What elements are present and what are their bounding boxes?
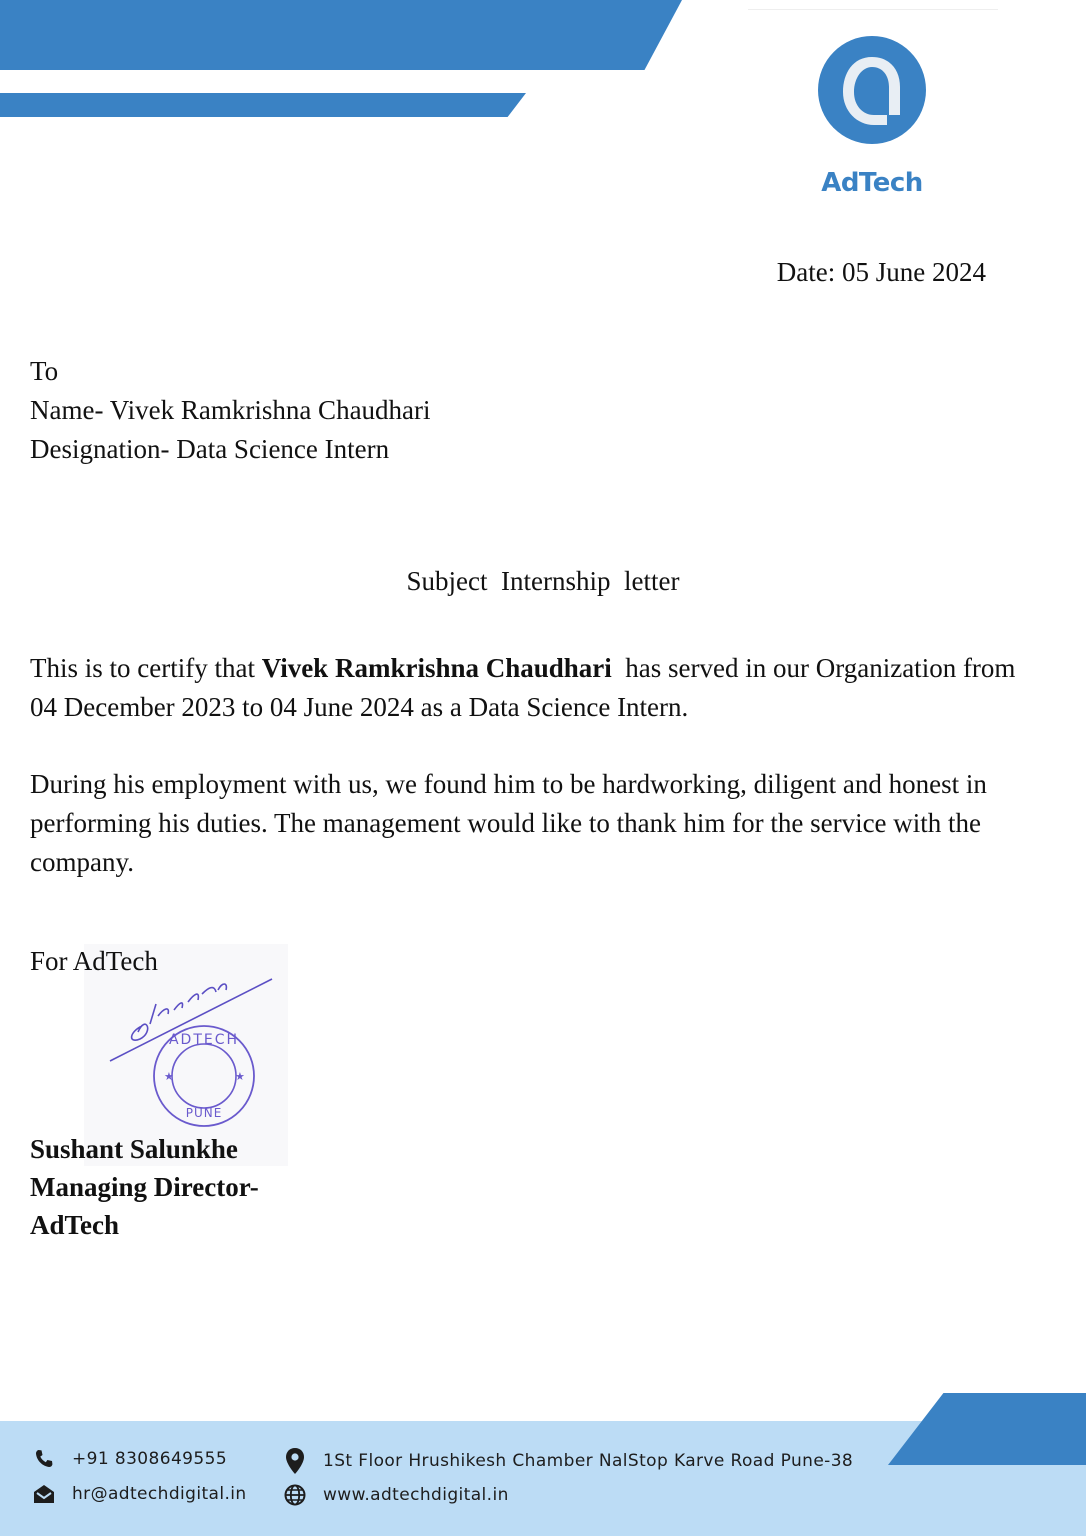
stamp-top-text: ADTECH — [168, 1032, 240, 1048]
recipient-designation: Designation- Data Science Intern — [30, 434, 390, 464]
letter-subject — [0, 566, 1086, 597]
recipient-name: Name- Vivek Ramkrishna Chaudhari — [30, 395, 431, 425]
closing-line: For AdTech — [30, 946, 158, 976]
mail-icon — [32, 1483, 56, 1505]
recipient-block — [30, 352, 431, 469]
subject-text: Subject Internship letter — [406, 566, 680, 596]
stamp-bottom-text: PUNE — [185, 1106, 223, 1120]
svg-text:★: ★ — [164, 1070, 174, 1083]
signatory-block — [30, 1130, 259, 1244]
letter-body — [30, 649, 1040, 920]
intern-name: Vivek Ramkrishna Chaudhari — [261, 653, 612, 683]
svg-text:★: ★ — [235, 1070, 245, 1083]
header-hairline — [748, 9, 998, 10]
recipient-to: To — [30, 356, 59, 386]
certification-tail: has served in our Organization from 04 December 2023 to 04 June 2024 as a Data Science Intern. — [30, 653, 1023, 722]
website-link[interactable]: www.adtechdigital.in — [323, 1485, 509, 1505]
company-logo — [812, 35, 932, 198]
footer-address — [283, 1447, 853, 1475]
footer-website — [283, 1483, 509, 1507]
header-band-secondary — [0, 93, 526, 117]
email-link[interactable]: hr@adtechdigital.in — [72, 1484, 247, 1504]
address-text: 1St Floor Hrushikesh Chamber NalStop Karve Road Pune-38 — [323, 1451, 854, 1471]
footer-email — [32, 1483, 247, 1505]
signatory-name: Sushant Salunkhe — [30, 1134, 238, 1164]
globe-icon — [283, 1483, 307, 1507]
brand-name: AdTech — [821, 168, 923, 198]
certification-paragraph — [30, 649, 1040, 727]
letter-date: Date: 05 June 2024 — [776, 257, 986, 287]
performance-paragraph: During his employment with us, we found him to be hardworking, diligent and honest in performing his duties. The management would like to thank him for the service with the company. — [30, 769, 987, 877]
location-pin-icon — [283, 1447, 307, 1475]
phone-icon — [32, 1447, 56, 1471]
phone-number[interactable]: +91 8308649555 — [72, 1449, 228, 1469]
footer-phone — [32, 1447, 227, 1471]
footer-accent — [888, 1393, 1086, 1465]
adtech-logo-icon — [817, 35, 927, 145]
certification-lead: This is to certify that — [30, 653, 262, 683]
signatory-company: AdTech — [30, 1210, 120, 1240]
signatory-title: Managing Director- — [30, 1172, 259, 1202]
header-band-top — [0, 0, 682, 70]
